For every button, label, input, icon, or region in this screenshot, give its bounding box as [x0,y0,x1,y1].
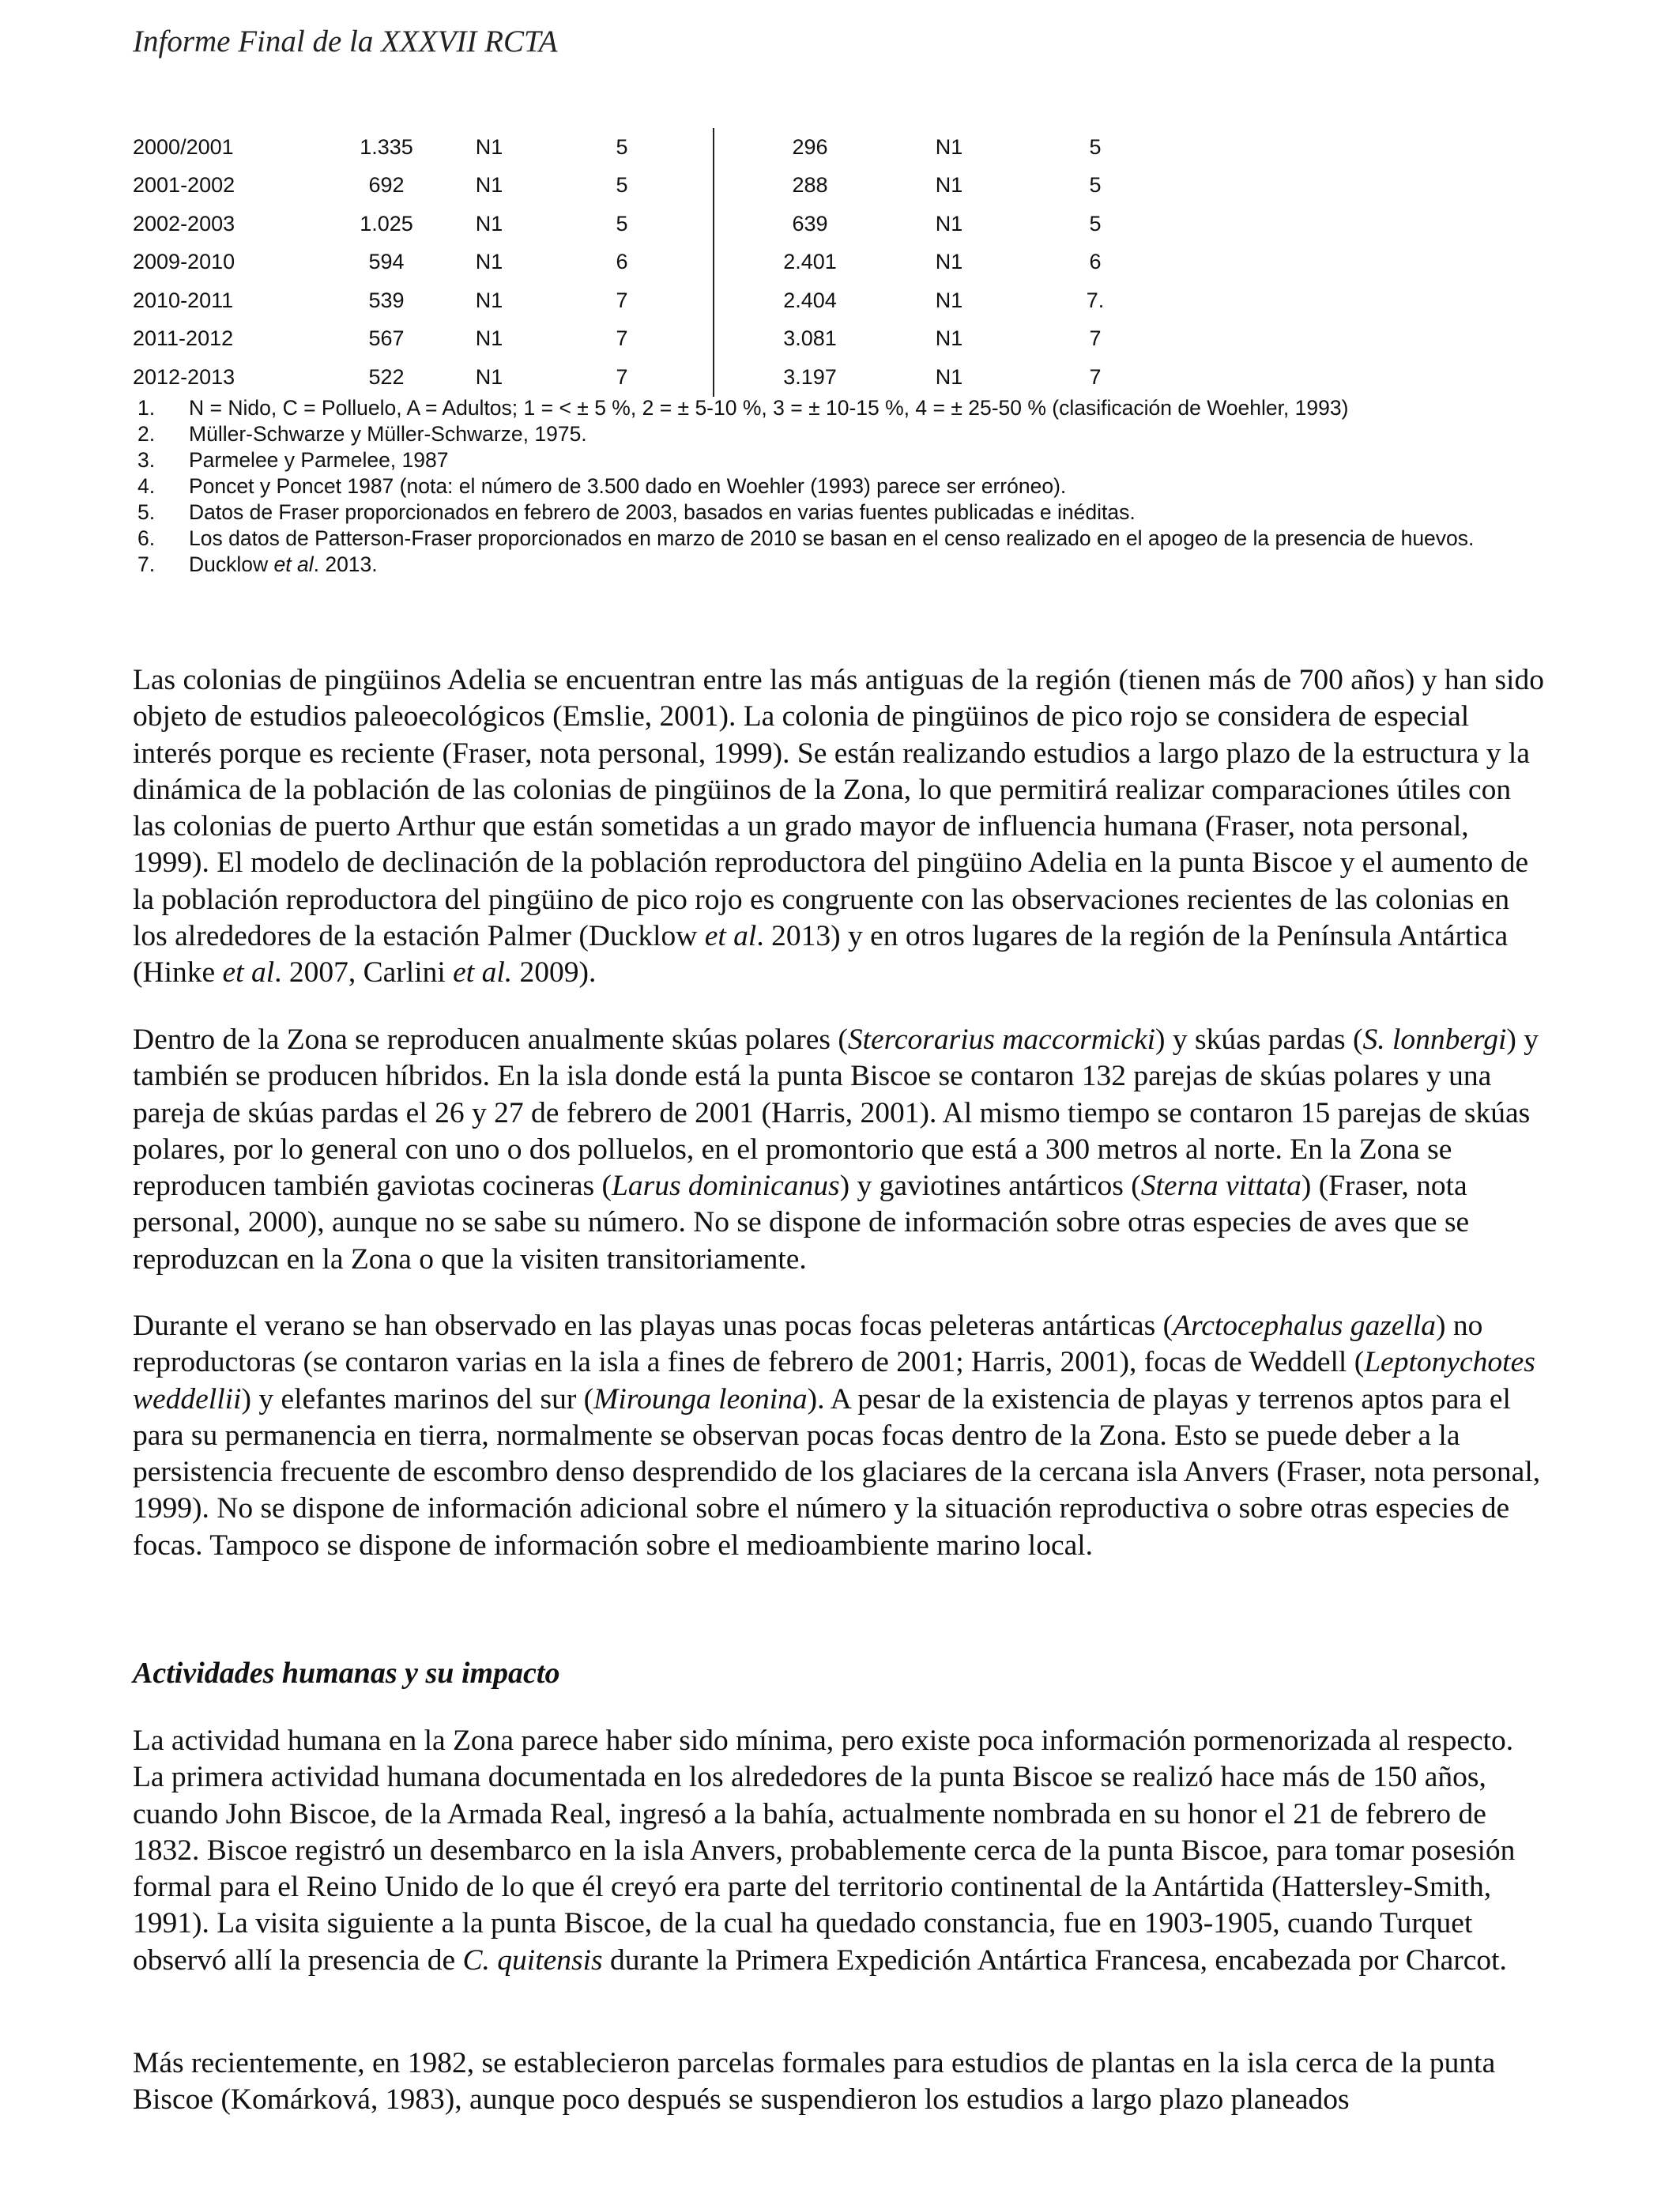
table-cell: N1 [475,173,503,198]
table-cell: 5 [531,167,714,205]
table-body [133,128,1198,397]
table-row [133,358,1198,397]
table-cell: 2002-2003 [133,211,235,236]
footnote [133,395,1547,421]
italic-run: S. lonnbergi [1362,1023,1507,1056]
text-run: ) y skúas pardas ( [1155,1023,1363,1056]
italic-run: Larus dominicanus [612,1170,840,1203]
text-run: ) y también se producen híbridos. En la isla donde está la punta Biscoe se contaron 132 parejas de skúas polares y una pareja de skúas pardas el 26 y 27 de febrero de 2001 (Harris, 2001). Al mismo tiempo se contaron 15 parejas de skúas polares, por lo general con uno o dos polluelos, en el promontorio que está a 300 metros al norte. En la Zona se reproducen también gaviotas cocineras ( [133,1023,1539,1203]
table-cell: N1 [475,288,503,312]
text-run: ) (Fraser, nota personal, 2000), aunque no se sabe su número. No se dispone de información sobre otras especies de aves que se reproduzcan en la Zona o que la visiten transitoriamente. [133,1170,1470,1276]
table-cell: 3.197 [783,364,837,389]
table-cell: N1 [475,364,503,389]
table-cell: 5 [1089,173,1102,198]
table-cell: 5 [1089,134,1102,159]
table-cell: 639 [792,211,828,236]
table-cell: N1 [475,211,503,236]
table-cell: 2001-2002 [133,173,235,198]
italic-run: Stercorarius maccormicki [847,1023,1156,1056]
table-cell: 7 [1089,326,1102,351]
text-run: durante la Primera Expedición Antártica Francesa, encabezada por Charcot. [602,1943,1507,1977]
table-cell: 5 [531,128,714,167]
table-cell: N1 [475,326,503,351]
table-row [133,243,1198,282]
text-run: Durante el verano se han observado en las playas unas pocas focas peleteras antárticas ( [133,1310,1173,1342]
footnote-number: 3. [137,448,156,472]
text-run: Las colonias de pingüinos Adelia se encuentran entre las más antiguas de la región (tienen más de 700 años) y han sido objeto de estudios paleoecológicos (Emslie, 2001). La colonia de pingüinos de pico rojo se considera de especial interés porque es reciente (Fraser, nota personal, 1999). Se están realizando estudios a largo plazo de la estructura y la dinámica de la población de las colonias de pingüinos de la Zona, lo que permitirá realizar comparaciones útiles con las colonias de puerto Arthur que están sometidas a un grado mayor de influencia humana (Fraser, nota personal, 1999). El modelo de declinación de la población reproductora del pingüino Adelia en la punta Biscoe y el aumento de la población reproductora del pingüino de pico rojo es congruente con las observaciones recientes de las colonias en los alrededores de la estación Palmer (Ducklow [133,664,1544,953]
footnote-text: Poncet y Poncet 1987 (nota: el número de 3.500 dado en Woehler (1993) parece ser erróneo). [189,474,1067,498]
table-cell: 692 [368,173,405,198]
table-row [133,128,1198,167]
paragraph-seals [133,1308,1547,1564]
text-run: ) no reproductoras (se contaron varias en la isla a fines de febrero de 2001; Harris, 2001), focas de Weddell ( [133,1310,1483,1379]
footnote [133,499,1547,526]
table-cell: 7 [531,320,714,359]
table-cell: 7 [531,358,714,397]
text-run: ) y elefantes marinos del sur ( [241,1382,594,1416]
footnote-number: 6. [137,526,156,550]
footnote-number: 1. [137,396,156,420]
section-heading: Actividades humanas y su impacto [133,1657,560,1690]
italic-run: Mirounga leonina [593,1382,808,1416]
footnote-text: Parmelee y Parmelee, 1987 [189,448,449,472]
table-row [133,205,1198,243]
table-cell: 7 [1089,364,1102,389]
text-run: Más recientemente, en 1982, se establecieron parcelas formales para estudios de plantas en la isla cerca de la punta Biscoe (Komárková, 1983), aunque poco después se suspendieron los estudios a largo plazo planeados [133,2047,1496,2117]
table-cell: 288 [792,173,828,198]
table-cell: 7 [531,281,714,320]
population-table [133,128,1198,397]
italic-run: Sterna vittata [1140,1170,1301,1203]
table-cell: N1 [935,364,963,389]
table-cell: N1 [475,134,503,159]
footnote-number: 5. [137,500,156,524]
footnote-text: N = Nido, C = Polluelo, A = Adultos; 1 = < ± 5 %, 2 = ± 5-10 %, 3 = ± 10-15 %, 4 = ± 25-50 % (clasificación de Woehler, 1993) [189,396,1349,420]
running-header: Informe Final de la XXXVII RCTA [133,25,558,58]
italic-run: et al [222,956,275,990]
footnote-text: Ducklow [189,552,274,576]
table-cell: 1.335 [360,134,413,159]
italic-run: et al. [453,956,513,990]
table-cell: N1 [935,326,963,351]
table-cell: 6 [531,243,714,282]
table-cell: 2010-2011 [133,288,234,312]
table-cell: 567 [368,326,405,351]
footnote [133,552,1547,578]
italic-run: et al [704,920,757,953]
table-cell: 2.401 [783,250,837,274]
table-cell: N1 [935,173,963,198]
table-cell: 522 [368,364,405,389]
footnotes-list [133,395,1547,578]
table-row [133,281,1198,320]
text-run: ). A pesar de la existencia de playas y terrenos aptos para el para su permanencia en tierra, normalmente se observan pocas focas dentro de la Zona. Esto se puede deber a la persistencia frecuente de escombro denso desprendido de los glaciares de la cercana isla Anvers (Fraser, nota personal, 1999). No se dispone de información adicional sobre el número y la situación reproductiva o sobre otras especies de focas. Tampoco se dispone de información sobre el medioambiente marino local. [133,1382,1541,1562]
table-cell: 539 [368,288,405,312]
table-cell: 5 [1089,211,1102,236]
footnote-text: . 2013. [313,552,378,576]
text-run: 2009). [512,956,597,990]
italic-run: C. quitensis [462,1943,603,1977]
table-cell: 594 [368,250,405,274]
table-cell: 2009-2010 [133,250,235,274]
table-cell: N1 [935,288,963,312]
table-cell: N1 [935,250,963,274]
text-run: La actividad humana en la Zona parece haber sido mínima, pero existe poca información pormenorizada al respecto. La primera actividad humana documentada en los alrededores de la punta Biscoe se realizó hace más de 150 años, cuando John Biscoe, de la Armada Real, ingresó a la bahía, actualmente nombrada en su honor el 21 de febrero de 1832. Biscoe registró un desembarco en la isla Anvers, probablemente cerca de la punta Biscoe, para tomar posesión formal para el Reino Unido de lo que él creyó era parte del territorio continental de la Antártida (Hattersley-Smith, 1991). La visita siguiente a la punta Biscoe, de la cual ha quedado constancia, fue en 1903-1905, cuando Turquet observó allí la presencia de [133,1725,1516,1977]
text-run: ) y gaviotines antárticos ( [839,1170,1141,1203]
italic-run: Leptonychotes weddellii [133,1346,1535,1416]
table-cell: 2011-2012 [133,326,234,351]
table-cell: 7. [1086,288,1105,312]
footnote-text: Datos de Fraser proporcionados en febrero de 2003, basados en varias fuentes publicadas e inéditas. [189,500,1136,524]
italic-run: Arctocephalus gazella [1173,1310,1437,1342]
table-cell: 6 [1089,250,1102,274]
footnote [133,447,1547,473]
table-cell: 3.081 [783,326,837,351]
footnote-text: Müller-Schwarze y Müller-Schwarze, 1975. [189,422,587,446]
table-cell: 1.025 [360,211,413,236]
table-cell: N1 [935,211,963,236]
footnote [133,421,1547,447]
table-cell: 2012-2013 [133,364,235,389]
footnote-number: 2. [137,422,156,446]
footnote [133,473,1547,499]
paragraph-skuas [133,1022,1547,1278]
table-cell: 2000/2001 [133,134,234,159]
table-row [133,320,1198,359]
table-cell: N1 [935,134,963,159]
paragraph-human-activity [133,1723,1547,1979]
footnote-italic: et al [273,552,314,576]
paragraph-adelia-colonies [133,662,1547,992]
footnote-text: Los datos de Patterson-Fraser proporcionados en marzo de 2010 se basan en el censo realizado en el apogeo de la presencia de huevos. [189,526,1475,550]
table-cell: 296 [792,134,828,159]
footnote [133,526,1547,552]
paragraph-recent-studies [133,2045,1547,2119]
table-cell: N1 [475,250,503,274]
table-cell: 2.404 [783,288,837,312]
footnote-number: 7. [137,552,156,576]
table-cell: 5 [531,205,714,243]
text-run: Dentro de la Zona se reproducen anualmente skúas polares ( [133,1023,848,1056]
text-run: . 2013) y en otros lugares de la región de la Península Antártica (Hinke [133,920,1509,990]
table-row [133,167,1198,205]
footnote-number: 4. [137,474,156,498]
text-run: . 2007, Carlini [274,956,454,990]
